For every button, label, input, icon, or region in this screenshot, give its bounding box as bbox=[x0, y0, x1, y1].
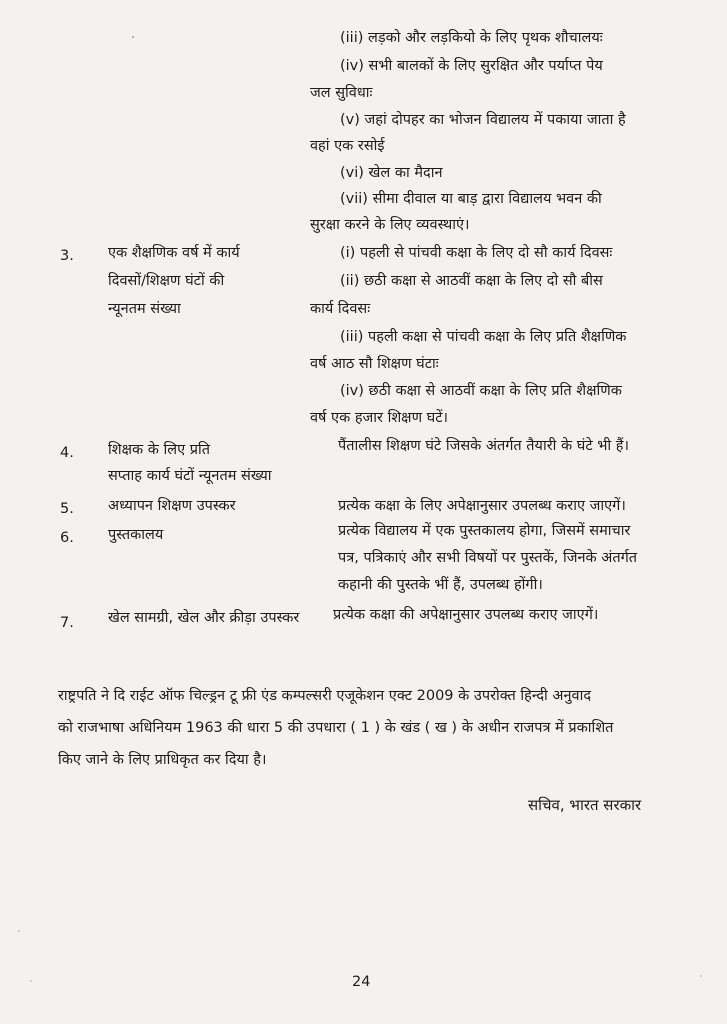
item-text: छठी कक्षा से आठवीं कक्षा के लिए दो सौ बीस bbox=[363, 273, 603, 289]
item-number: (iii) bbox=[340, 30, 364, 46]
page-number: 24 bbox=[352, 974, 371, 990]
row-number: 3. bbox=[60, 248, 74, 264]
row-3-item-3 bbox=[340, 327, 626, 347]
row-value: प्रत्येक कक्षा की अपेक्षानुसार उपलब्ध कराए जाएगें। bbox=[333, 607, 599, 623]
row-number: 5. bbox=[60, 501, 74, 517]
row-value: प्रत्येक कक्षा के लिए अपेक्षानुसार उपलब्ध कराए जाएगें। bbox=[338, 498, 626, 514]
row-3-item-2-cont: कार्य दिवसः bbox=[310, 301, 371, 317]
item-text: खेल का मैदान bbox=[368, 165, 443, 181]
row-3-item-4-cont: वर्ष एक हजार शिक्षण घटें। bbox=[310, 410, 449, 426]
top-list-item-5 bbox=[340, 110, 626, 130]
top-list-item-7-cont: सुरक्षा करने के लिए व्यवस्थाएं। bbox=[310, 217, 470, 233]
item-text: जहां दोपहर का भोजन विद्यालय में पकाया जाता है bbox=[364, 112, 626, 128]
item-number: (vii) bbox=[340, 191, 368, 207]
item-number: (iv) bbox=[340, 58, 364, 74]
row-3-item-2 bbox=[340, 271, 603, 291]
item-text: सीमा दीवाल या बाड़ द्वारा विद्यालय भवन की bbox=[372, 191, 602, 207]
item-text: पहली कक्षा से पांचवी कक्षा के लिए प्रति शैक्षणिक bbox=[368, 329, 627, 345]
row-label: अध्यापन शिक्षण उपस्कर bbox=[108, 498, 236, 514]
item-number: (iv) bbox=[340, 383, 364, 399]
scan-speck bbox=[700, 975, 702, 977]
row-3-item-1 bbox=[340, 243, 612, 263]
item-text: लड़को और लड़कियो के लिए पृथक शौचालयः bbox=[368, 30, 603, 46]
row-number: 4. bbox=[60, 445, 74, 461]
scan-speck bbox=[132, 36, 134, 38]
top-list-item-4 bbox=[340, 56, 603, 76]
row-number: 6. bbox=[60, 530, 74, 546]
row-label: खेल सामग्री, खेल और क्रीड़ा उपस्कर bbox=[108, 610, 300, 626]
item-text: सभी बालकों के लिए सुरक्षित और पर्याप्त पेय bbox=[368, 58, 603, 74]
row-label: न्यूनतम संख्या bbox=[108, 301, 181, 317]
row-label: एक शैक्षणिक वर्ष में कार्य bbox=[108, 245, 240, 261]
item-number: (vi) bbox=[340, 165, 364, 181]
top-list-item-5-cont: वहां एक रसोई bbox=[310, 138, 385, 154]
top-list-item-4-cont: जल सुविधाः bbox=[310, 85, 373, 101]
row-label: शिक्षक के लिए प्रति bbox=[108, 442, 210, 458]
notice-line: को राजभाषा अधिनियम 1963 की धारा 5 की उपधारा ( 1 ) के खंड ( ख ) के अधीन राजपत्र में प्रकाशित bbox=[58, 720, 614, 736]
item-number: (v) bbox=[340, 112, 360, 128]
notice-line: किए जाने के लिए प्राधिकृत कर दिया है। bbox=[58, 752, 267, 768]
row-number: 7. bbox=[60, 615, 74, 631]
scan-speck bbox=[18, 930, 20, 932]
item-number: (iii) bbox=[340, 329, 364, 345]
row-3-item-3-cont: वर्ष आठ सौ शिक्षण घंटाः bbox=[310, 356, 439, 372]
row-label: पुस्तकालय bbox=[108, 527, 164, 543]
item-number: (ii) bbox=[340, 273, 360, 289]
notice-line: राष्ट्रपति ने दि राईट ऑफ चिल्ड्रन टू फ्री एंड कम्पल्सरी एजूकेशन एक्ट 2009 के उपरोक्त हिन्दी अनुवाद bbox=[58, 688, 592, 704]
item-number: (i) bbox=[340, 245, 356, 261]
top-list-item-6 bbox=[340, 163, 443, 183]
row-value: कहानी की पुस्तके भीं हैं, उपलब्ध होंगी। bbox=[338, 577, 543, 593]
row-label: दिवसों/शिक्षण घंटों की bbox=[108, 273, 225, 289]
top-list-item-7 bbox=[340, 189, 602, 209]
top-list-item-3 bbox=[340, 28, 603, 48]
row-value: पैंतालीस शिक्षण घंटे जिसके अंतर्गत तैयारी के घंटे भी हैं। bbox=[338, 438, 629, 454]
signature: सचिव, भारत सरकार bbox=[528, 796, 642, 814]
item-text: पहली से पांचवी कक्षा के लिए दो सौ कार्य दिवसः bbox=[359, 245, 613, 261]
row-value: प्रत्येक विद्यालय में एक पुस्तकालय होगा, जिसमें समाचार bbox=[338, 523, 631, 539]
item-text: छठी कक्षा से आठवीं कक्षा के लिए प्रति शैक्षणिक bbox=[368, 383, 622, 399]
row-label: सप्ताह कार्य घंटों न्यूनतम संख्या bbox=[108, 468, 272, 484]
scan-speck bbox=[30, 980, 32, 982]
row-value: पत्र, पत्रिकाएं और सभी विषयों पर पुस्तकें, जिनके अंतर्गत bbox=[338, 550, 638, 566]
row-3-item-4 bbox=[340, 381, 622, 401]
